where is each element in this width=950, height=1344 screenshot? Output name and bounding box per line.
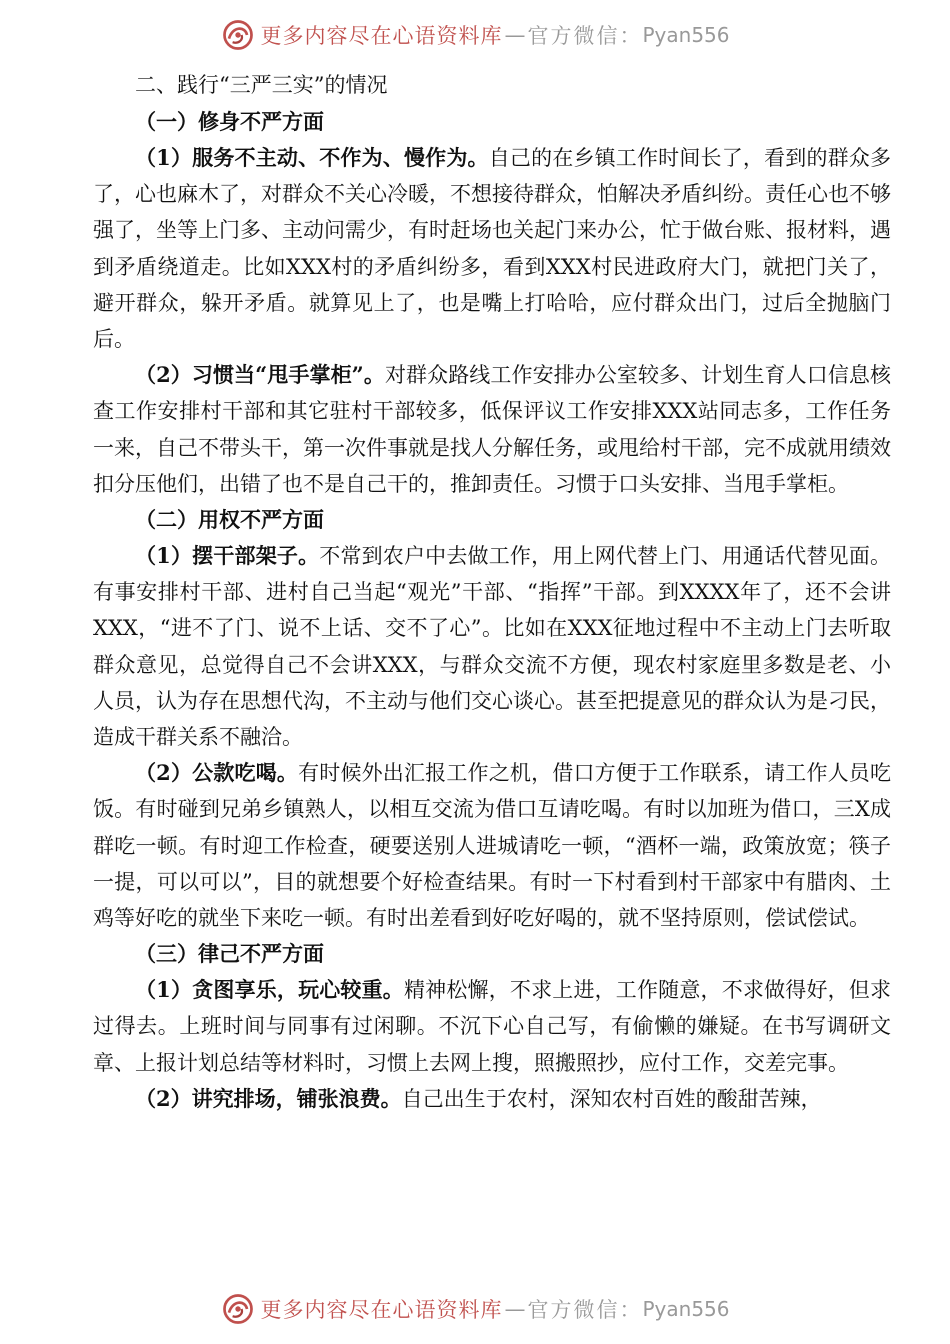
subsection-heading: （三）律己不严方面 <box>135 941 324 967</box>
paragraph <box>93 538 891 755</box>
banner-wechat-id: Pyan556 <box>642 1297 730 1321</box>
footer-banner <box>0 1286 950 1332</box>
banner-dash: — <box>504 1297 526 1321</box>
paragraph <box>93 972 891 1081</box>
paragraph-body: 对群众路线工作安排办公室较多、计划生育人口信息核查工作安排村干部和其它驻村干部较多，低保评议工作安排XXX站同志多，工作任务一来，自己不带头干，第一次件事就是找人分解任务，或甩给村干部，完不成就用绩效扣分压他们，出错了也不是自己干的，推卸责任。习惯于口头安排、当甩手掌柜。 <box>93 363 891 496</box>
banner-text: 更多内容尽在心语资料库 <box>260 24 503 48</box>
paragraph <box>93 755 891 936</box>
paragraph <box>93 140 891 357</box>
banner-wechat-label: 官方微信： <box>527 1298 643 1322</box>
paragraph-body: 不常到农户中去做工作，用上网代替上门、用通话代替见面。有事安排村干部、进村自己当起“观光”干部、“指挥”干部。到XXXX年了，还不会讲XXX，“进不了门、说不上话、交不了心”。比如在XXX征地过程中不主动上门去听取群众意见，总觉得自己不会讲XXX，与群众交流不方便，现农村家庭里多数是老、小人员，认为存在思想代沟，不主动与他们交心谈心。甚至把提意见的群众认为是刁民，造成干群关系不融洽。 <box>93 544 891 750</box>
header-banner <box>0 12 950 58</box>
paragraph-body: 有时候外出汇报工作之机，借口方便于工作联系，请工作人员吃饭。有时碰到兄弟乡镇熟人，以相互交流为借口互请吃喝。有时以加班为借口，三X成群吃一顿。有时迎工作检查，硬要送别人进城请吃一顿，“酒杯一端，政策放宽；筷子一提，可以可以”，目的就想要个好检查结果。有时一下村看到村干部家中有腊肉、土鸡等好吃的就坐下来吃一顿。有时出差看到好吃好喝的，就不坚持原则，偿试偿试。 <box>93 761 891 931</box>
paragraph-lead: （1）服务不主动、不作为、慢作为。 <box>135 145 489 170</box>
section-title: 二、践行“三严三实”的情况 <box>135 73 388 97</box>
paragraph-lead: （2）习惯当“甩手掌柜”。 <box>135 362 385 388</box>
banner-wechat-label: 官方微信： <box>527 24 643 48</box>
subsection-heading: （一）修身不严方面 <box>135 109 324 134</box>
paragraph-lead: （1）贪图享乐，玩心较重。 <box>135 977 404 1003</box>
paragraph-body: 自己的在乡镇工作时间长了，看到的群众多了，心也麻木了，对群众不关心冷暖，不想接待群众，怕解决矛盾纠纷。责任心也不够强了，坐等上门多、主动问需少，有时赶场也关起门来办公，忙于做台账、报材料，遇到矛盾绕道走。比如XXX村的矛盾纠纷多，看到XXX村民进政府大门，就把门关了，避开群众，躲开矛盾。就算见上了，也是嘴上打哈哈，应付群众出门，过后全抛脑门后。 <box>93 146 891 352</box>
paragraph-body: 自己出生于农村，深知农村百姓的酸甜苦辣， <box>401 1086 822 1111</box>
paragraph-lead: （2）公款吃喝。 <box>135 760 299 786</box>
banner-text: 更多内容尽在心语资料库 <box>260 1298 503 1322</box>
document-body <box>93 66 891 1117</box>
subsection-heading: （二）用权不严方面 <box>135 507 324 533</box>
paragraph-body: 精神松懈，不求上进，工作随意，不求做得好，但求过得去。上班时间与同事有过闲聊。不沉下心自己写，有偷懒的嫌疑。在书写调研文章、上报计划总结等材料时，习惯上去网上搜，照搬照抄，应付工作，交差完事。 <box>93 978 891 1075</box>
banner-dash: — <box>504 23 526 47</box>
paragraph <box>93 1081 891 1117</box>
paragraph <box>93 357 891 502</box>
paragraph-lead: （2）讲究排场，铺张浪费。 <box>135 1085 402 1111</box>
paragraph-lead: （1）摆干部架子。 <box>135 543 320 569</box>
banner-wechat-id: Pyan556 <box>642 23 730 47</box>
swirl-logo-icon <box>220 1291 256 1327</box>
swirl-logo-icon <box>220 17 256 53</box>
